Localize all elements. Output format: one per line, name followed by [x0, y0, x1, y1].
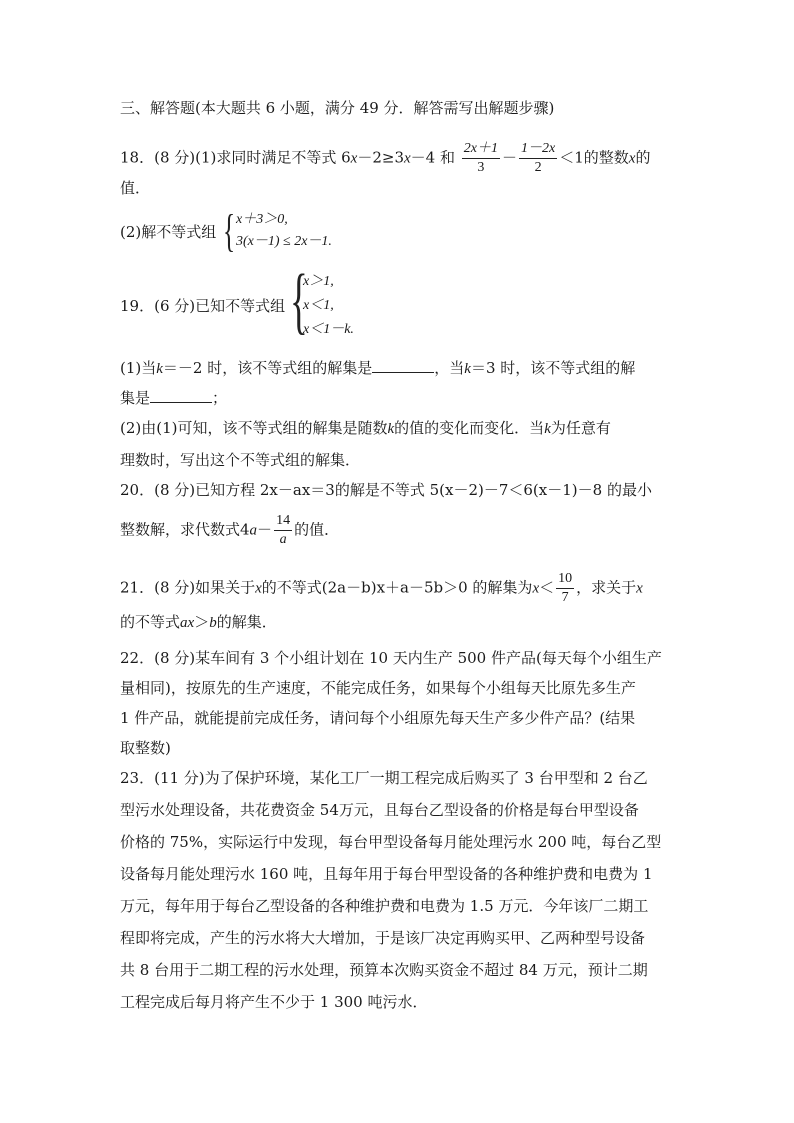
q21-line2-a: 的不等式 — [120, 613, 181, 631]
q18-text-c: －4 和 — [410, 148, 455, 167]
q23-line1: 23．(11 分)为了保护环境，某化工厂一期工程完成后购买了 3 台甲型和 2 台乙 — [120, 769, 648, 787]
q20-minus: － — [257, 520, 273, 539]
q18-brace: { — [223, 205, 236, 256]
q18-fraction-1 — [462, 140, 500, 177]
q21-var-x: x — [636, 580, 643, 597]
q22-line1: 22．(8 分)某车间有 3 个小组计划在 10 天内生产 500 件产品(每天每个小组生产 — [120, 649, 662, 667]
q18-var-x: x — [404, 150, 411, 167]
q23-line5: 万元，每年用于每台乙型设备的各种维护费和电费为 1.5 万元．今年该厂二期工 — [120, 897, 649, 915]
q21-line2 — [120, 612, 277, 633]
q18-frac2-num: 1－2x — [519, 140, 557, 159]
q19-p2-c: 为任意有 — [550, 419, 611, 437]
q20-line1: 20．(8 分)已知方程 2x－ax＝3的解是不等式 5(x－2)－7＜6(x－1)－8 的最小 — [120, 481, 652, 499]
q20-frac-den: a — [279, 532, 287, 547]
q22-line2: 量相同)，按原先的生产速度，不能完成任务，如果每个小组每天比原先多生产 — [120, 679, 636, 697]
q22-line3: 1 件产品，就能提前完成任务，请问每个小组原先每天生产多少件产品？(结果 — [120, 709, 636, 727]
q18-var-x: x — [350, 150, 358, 167]
q18-system — [236, 209, 332, 253]
q21-fraction — [556, 570, 574, 607]
q23-line6: 程即将完成，产生的污水将大大增加，于是该厂决定再购买甲、乙两种型号设备 — [120, 929, 646, 947]
q18-frac1-den: 3 — [477, 160, 485, 175]
q23-line3: 价格的 75%，实际运行中发现，每台甲型设备每月能处理污水 200 吨，每台乙型 — [120, 833, 662, 851]
q18-line2: 值． — [120, 179, 151, 197]
q20-line2 — [120, 512, 339, 549]
q21-var-ax: ax — [180, 615, 195, 631]
q18-line1 — [120, 140, 650, 177]
q19-var-k: k — [544, 421, 551, 437]
q19-p2-b: 的值的变化而变化．当 — [394, 419, 545, 437]
q19-p1-line2-end: ； — [212, 389, 228, 407]
q18-var-x: x — [628, 150, 636, 167]
q19-p2-a: (2)由(1)可知，该不等式组的解集是随数 — [120, 419, 388, 437]
q23-line2: 型污水处理设备，共花费资金 54万元，且每台乙型设备的价格是每台甲型设备 — [120, 801, 639, 819]
q18-text-b: －2≥3 — [357, 148, 404, 167]
q21-var-x: x — [255, 580, 262, 597]
q18-part2-label: (2)解不等式组 — [120, 223, 217, 241]
q18-minus: － — [501, 148, 517, 167]
q21-line1-b: 的不等式(2a－b)x＋a－5b＞0 的解集为 — [261, 578, 533, 597]
section-title: 三、解答题(本大题共 6 小题，满分 49 分．解答需写出解题步骤) — [120, 99, 555, 117]
q21-line1-c: ，求关于 — [576, 578, 637, 597]
q21-line1-a: 21．(8 分)如果关于 — [120, 578, 256, 597]
q22-line4: 取整数) — [120, 739, 171, 757]
q19-brace: { — [290, 260, 308, 342]
q21-line2-b: ＞ — [194, 613, 210, 631]
q21-line1 — [120, 570, 643, 607]
q19-sys-row1: x＞1, — [303, 274, 334, 289]
q18-text-a: 18．(8 分)(1)求同时满足不等式 6 — [120, 148, 351, 167]
q19-p1-c: ，当 — [434, 359, 465, 377]
q23-line4: 设备每月能处理污水 160 吨，且每年用于每台甲型设备的各种维护费和电费为 1 — [120, 865, 653, 883]
q21-lt: ＜ — [539, 578, 555, 597]
q19-p2-line2: 理数时，写出这个不等式组的解集． — [120, 451, 361, 469]
q21-frac-den: 7 — [561, 590, 569, 605]
q18-text-d: ＜1的整数 — [559, 148, 629, 167]
q20-line2-b: 的值． — [294, 520, 340, 539]
q19-p1-b: ＝－2 时，该不等式组的解集是 — [162, 359, 373, 377]
q20-frac-num: 14 — [274, 512, 292, 531]
q18-fraction-2 — [519, 140, 557, 177]
q18-sys-row1: x＋3＞0, — [236, 212, 288, 227]
q19-sys-row3: x＜1－k. — [303, 322, 354, 337]
q19-sys-row2: x＜1, — [303, 298, 334, 313]
answer-blank-1[interactable] — [372, 356, 434, 373]
q18-text-e: 的 — [635, 148, 651, 167]
q20-var-a: a — [249, 522, 258, 539]
q19-system — [303, 270, 354, 342]
q21-var-b: b — [209, 615, 217, 631]
q19-label: 19．(6 分)已知不等式组 — [120, 297, 286, 315]
q19-var-k: k — [464, 361, 471, 377]
q21-line2-c: 的解集． — [216, 613, 277, 631]
q18-sys-row2: 3(x－1) ≤ 2x－1. — [236, 234, 332, 249]
q23-line8: 工程完成后每月将产生不少于 1 300 吨污水． — [120, 993, 428, 1011]
q19-p1-line1 — [120, 356, 635, 379]
q19-p1-d: ＝3 时，该不等式组的解 — [470, 359, 636, 377]
q19-p1-a: (1)当 — [120, 359, 157, 377]
q19-var-k: k — [156, 361, 163, 377]
q19-p1-line2-text: 集是 — [120, 389, 151, 407]
q19-var-k: k — [387, 421, 395, 437]
q21-var-x: x — [532, 580, 540, 597]
answer-blank-2[interactable] — [150, 386, 212, 403]
q21-frac-num: 10 — [556, 570, 574, 589]
q20-line2-a: 整数解，求代数式4 — [120, 520, 250, 539]
q23-line7: 共 8 台用于二期工程的污水处理，预算本次购买资金不超过 84 万元，预计二期 — [120, 961, 648, 979]
q19-p1-line2 — [120, 386, 227, 408]
q20-fraction — [274, 512, 292, 549]
q19-p2-line1 — [120, 418, 611, 439]
q18-frac1-num: 2x＋1 — [462, 140, 500, 159]
q18-frac2-den: 2 — [534, 160, 542, 175]
